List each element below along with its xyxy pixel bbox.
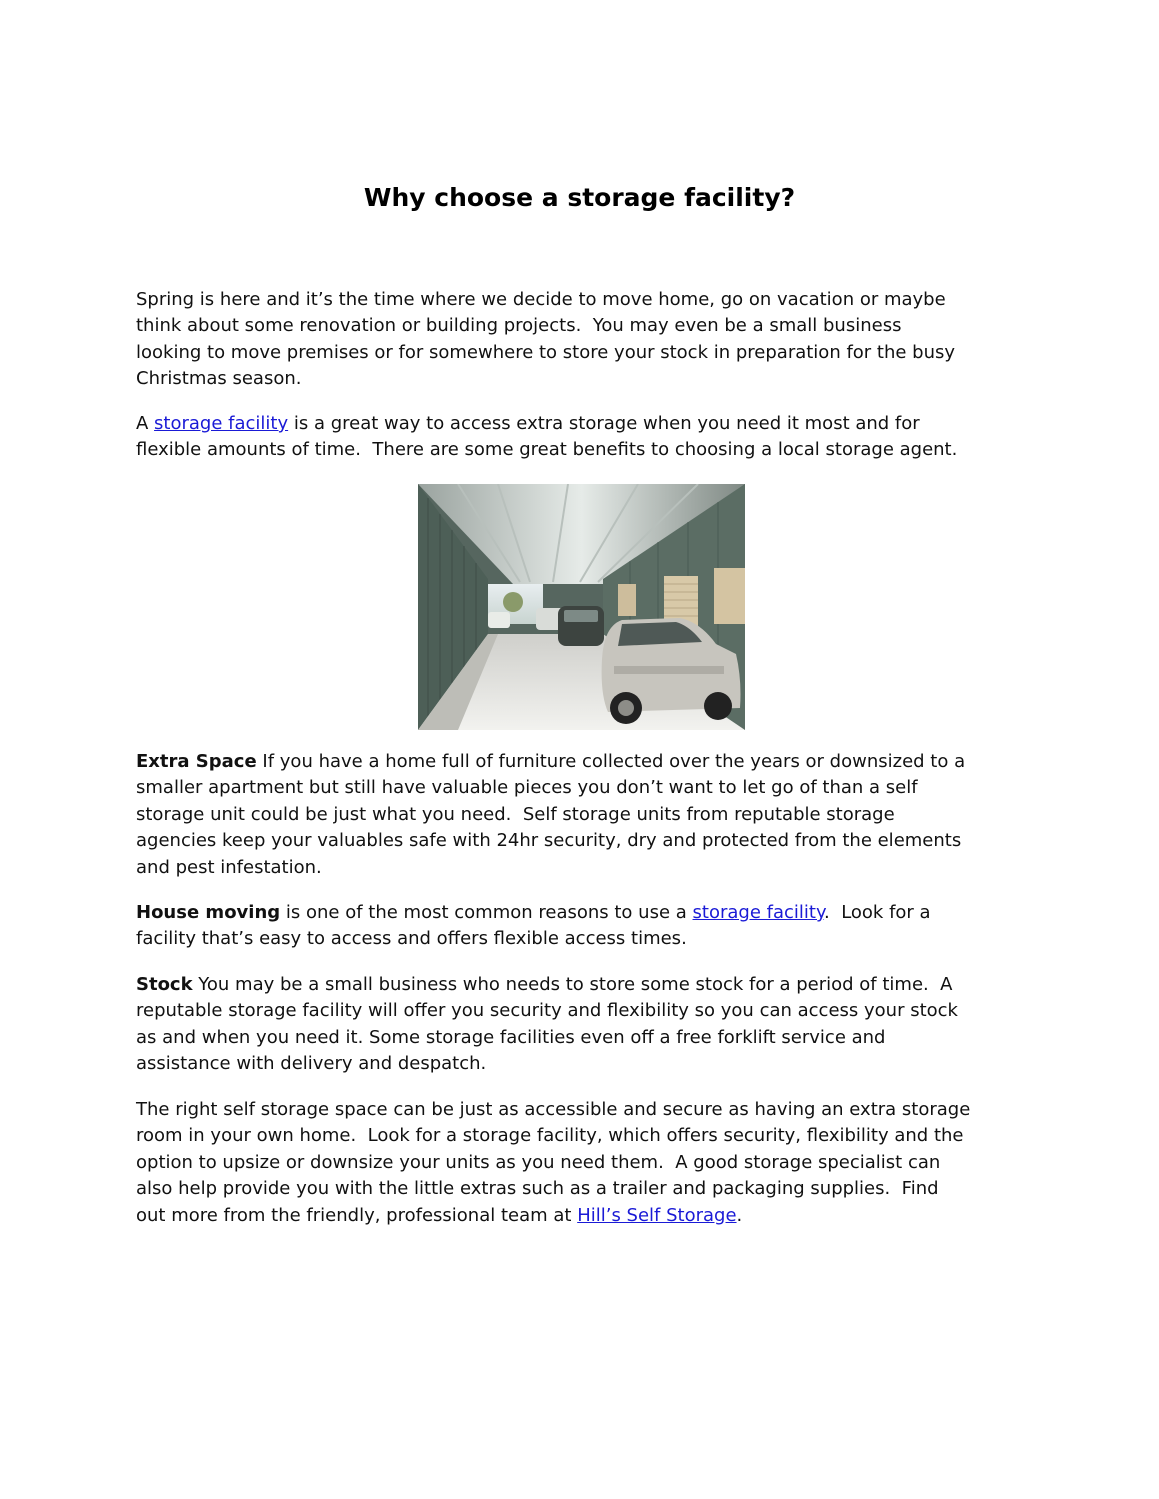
text-run: . Look for a [824,902,931,923]
text-line: The right self storage space can be just as accessible and secure as having an extra storage [136,1099,971,1120]
text-line: and pest infestation. [136,856,322,878]
intro-paragraph [136,287,955,393]
extra-space-paragraph [136,749,965,881]
hills-self-storage-link[interactable]: Hill’s Self Storage [577,1204,737,1226]
storage-facility-link-2[interactable]: storage facility [692,902,825,923]
extra-space-heading: Extra Space [136,751,257,772]
page-title: Why choose a storage facility? [363,183,796,212]
text-run: is a great way to access extra storage when you need it most and for [288,413,920,434]
text-run: A [136,413,155,434]
text-line: storage unit could be just what you need. Self storage units from reputable storage [136,803,895,825]
text-line: also help provide you with the little extras such as a trailer and packaging supplies. Find [136,1178,939,1200]
text-run: If you have a home full of furniture collected over the years or downsized to a [256,751,966,772]
text-line: assistance with delivery and despatch. [136,1053,487,1075]
text-run: . [736,1204,743,1226]
text-line: looking to move premises or for somewhere to store your stock in preparation for the busy [136,341,956,363]
text-line: Christmas season. [136,368,302,390]
text-run: is one of the most common reasons to use a [280,902,693,923]
house-moving-heading: House moving [136,902,281,923]
text-line: Spring is here and it’s the time where we decide to move home, go on vacation or maybe [136,289,946,310]
text-line: facility that’s easy to access and offers flexible access times. [136,928,687,950]
stock-heading: Stock [136,974,193,995]
text-line: agencies keep your valuables safe with 24hr security, dry and protected from the elements [136,830,962,852]
text-line: smaller apartment but still have valuable pieces you don’t want to let go of than a self [136,777,918,799]
text-line: flexible amounts of time. There are some great benefits to choosing a local storage agent. [136,439,958,461]
closing-paragraph [136,1097,970,1229]
text-line: room in your own home. Look for a storage facility, which offers security, flexibility and the [136,1125,964,1147]
text-line: think about some renovation or building projects. You may even be a small business [136,315,902,337]
text-line: as and when you need it. Some storage facilities even off a free forklift service and [136,1026,886,1048]
storage-facility-photo [418,484,745,730]
text-run: You may be a small business who needs to store some stock for a period of time. A [192,974,953,995]
house-moving-paragraph [136,900,931,953]
storage-facility-paragraph [136,411,957,464]
text-run: out more from the friendly, professional team at [136,1204,578,1226]
storage-facility-link[interactable]: storage facility [154,413,289,434]
text-line: reputable storage facility will offer you security and flexibility so you can access your stock [136,1000,958,1022]
text-line: option to upsize or downsize your units as you need them. A good storage specialist can [136,1151,941,1173]
stock-paragraph [136,972,958,1078]
